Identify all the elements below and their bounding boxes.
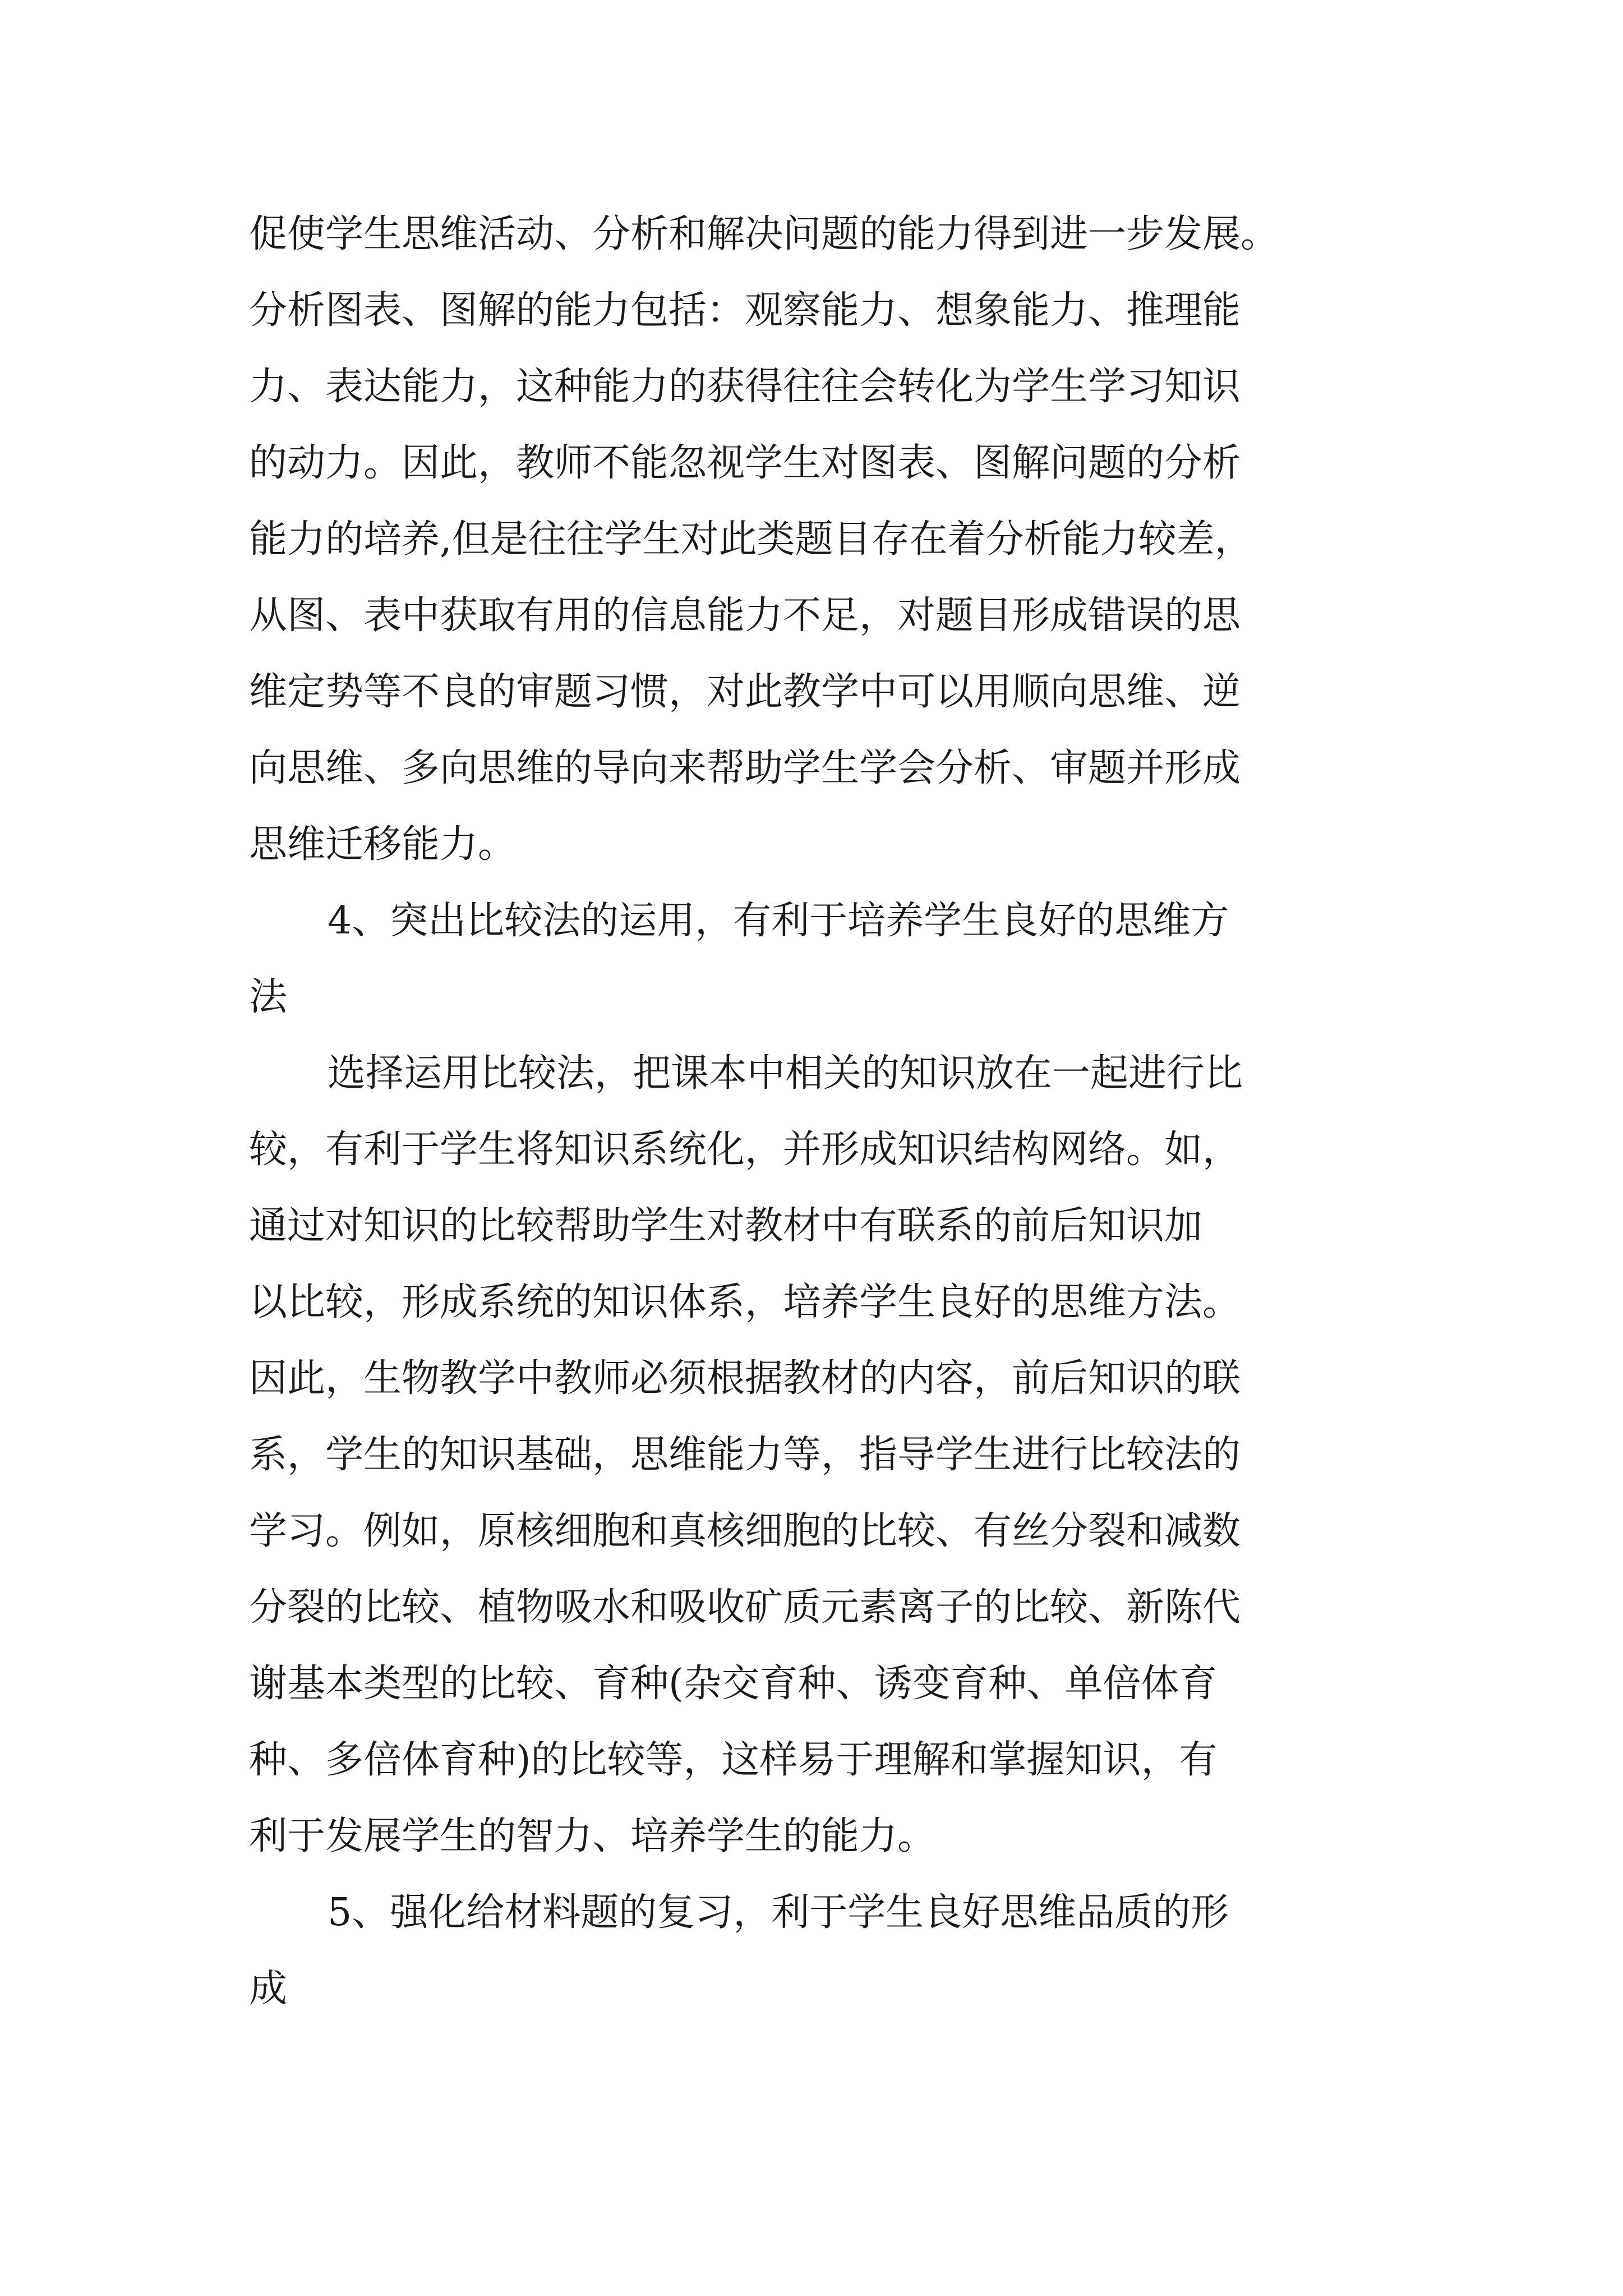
section-heading-5: 5、强化给材料题的复习，利于学生良好思维品质的形 <box>328 1890 1229 1935</box>
text-line: 系，学生的知识基础，思维能力等，指导学生进行比较法的 <box>249 1433 1241 1477</box>
text-line: 从图、表中获取有用的信息能力不足，对题目形成错误的思 <box>249 593 1241 638</box>
text-line: 促使学生思维活动、分析和解决问题的能力得到进一步发展。 <box>249 212 1279 256</box>
text-line: 谢基本类型的比较、育种(杂交育种、诱变育种、单倍体育 <box>249 1662 1218 1706</box>
text-line: 以比较，形成系统的知识体系，培养学生良好的思维方法。 <box>249 1280 1241 1324</box>
section-heading-4-continued: 法 <box>249 975 288 1019</box>
text-line: 分裂的比较、植物吸水和吸收矿质元素离子的比较、新陈代 <box>249 1585 1241 1630</box>
text-line: 向思维、多向思维的导向来帮助学生学会分析、审题并形成 <box>249 746 1241 790</box>
paragraph-start: 选择运用比较法，把课本中相关的知识放在一起进行比 <box>328 1051 1243 1096</box>
text-line: 因此，生物教学中教师必须根据教材的内容，前后知识的联 <box>249 1356 1241 1401</box>
text-line: 种、多倍体育种)的比较等，这样易于理解和掌握知识，有 <box>249 1738 1218 1782</box>
text-line: 利于发展学生的智力、培养学生的能力。 <box>249 1814 936 1858</box>
text-line: 维定势等不良的审题习惯，对此教学中可以用顺向思维、逆 <box>249 670 1241 714</box>
body-text <box>249 196 1449 2027</box>
text-line: 通过对知识的比较帮助学生对教材中有联系的前后知识加 <box>249 1204 1203 1248</box>
section-heading-5-continued: 成 <box>249 1967 288 2011</box>
text-line: 学习。例如，原核细胞和真核细胞的比较、有丝分裂和减数 <box>249 1509 1241 1553</box>
text-line: 能力的培养,但是往往学生对此类题目存在着分析能力较差， <box>249 517 1253 562</box>
text-line: 思维迁移能力。 <box>249 822 517 867</box>
text-line: 的动力。因此，教师不能忽视学生对图表、图解问题的分析 <box>249 441 1241 485</box>
section-heading-4: 4、突出比较法的运用，有利于培养学生良好的思维方 <box>328 899 1229 943</box>
text-line: 力、表达能力，这种能力的获得往往会转化为学生学习知识 <box>249 365 1241 409</box>
text-line: 较，有利于学生将知识系统化，并形成知识结构网络。如， <box>249 1128 1241 1172</box>
text-line: 分析图表、图解的能力包括：观察能力、想象能力、推理能 <box>249 288 1241 333</box>
